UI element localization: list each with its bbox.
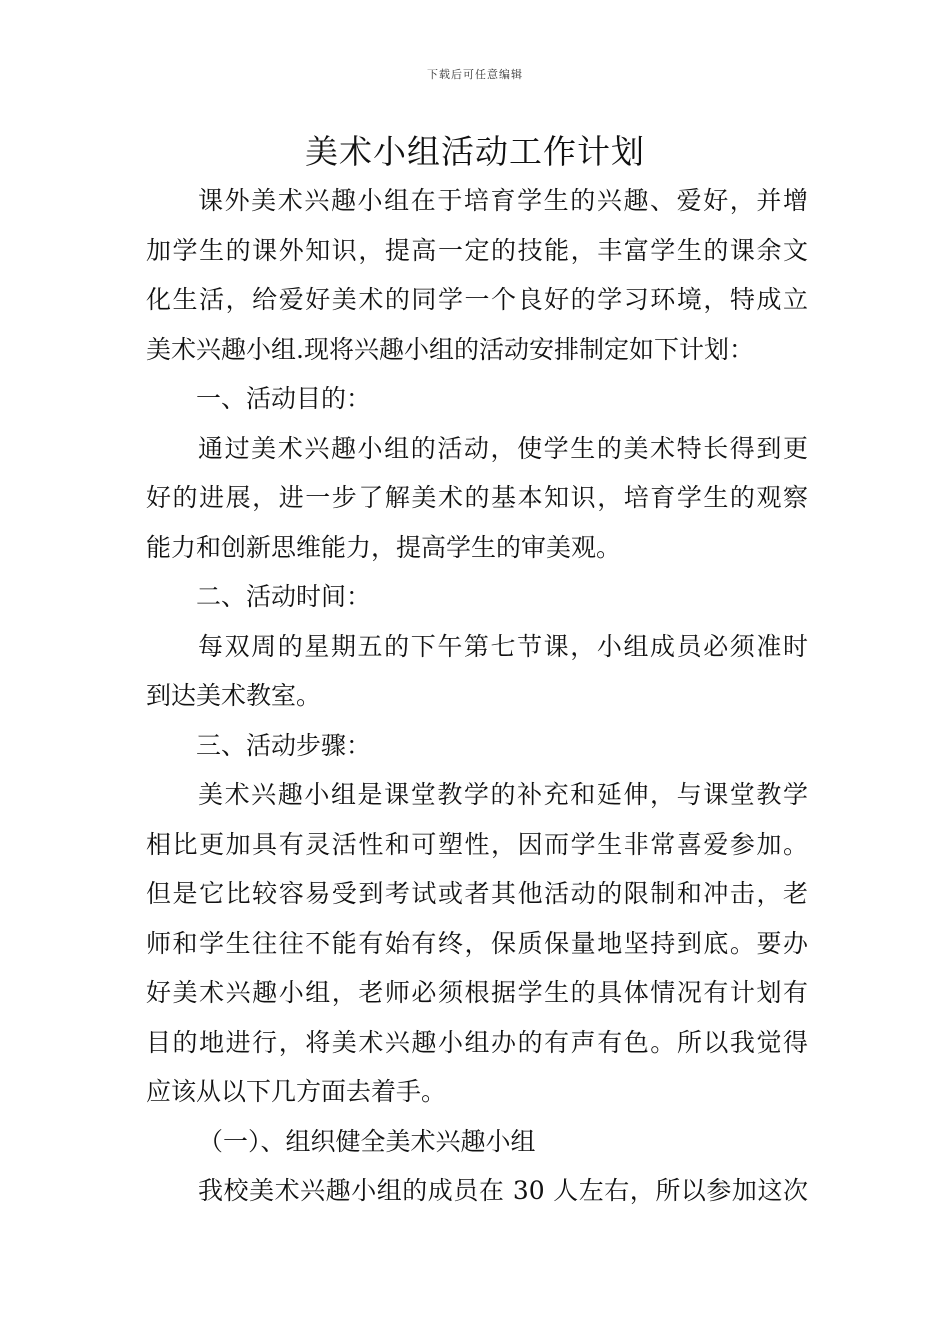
purpose-line-3: 能力和创新思维能力，提高学生的审美观。 bbox=[146, 532, 622, 562]
steps-line-1: 美术兴趣小组是课堂教学的补充和延伸，与课堂教学 bbox=[198, 780, 808, 809]
steps-line-7: 应该从以下几方面去着手。 bbox=[146, 1077, 447, 1106]
section-heading-steps: 三、活动步骤： bbox=[196, 730, 372, 760]
subsection-heading-organize: （一）、组织健全美术兴趣小组 bbox=[198, 1126, 536, 1156]
steps-line-2: 相比更加具有灵活性和可塑性，因而学生非常喜爱参加。 bbox=[146, 829, 808, 859]
document-body bbox=[146, 176, 808, 1216]
organize-line-1: 我校美术兴趣小组的成员在 30 人左右，所以参加这次 bbox=[198, 1176, 808, 1205]
section-heading-purpose: 一、活动目的： bbox=[196, 384, 372, 413]
time-line-1: 每双周的星期五的下午第七节课，小组成员必须准时 bbox=[198, 631, 808, 661]
steps-line-6: 目的地进行，将美术兴趣小组办的有声有色。所以我觉得 bbox=[146, 1027, 808, 1057]
steps-line-5: 好美术兴趣小组，老师必须根据学生的具体情况有计划有 bbox=[146, 978, 808, 1007]
purpose-line-2: 好的进展，进一步了解美术的基本知识，培育学生的观察 bbox=[146, 483, 808, 512]
steps-line-4: 师和学生往往不能有始有终，保质保量地坚持到底。要办 bbox=[146, 928, 808, 958]
header-note: 下载后可任意编辑 bbox=[427, 68, 523, 81]
time-line-2: 到达美术教室。 bbox=[146, 681, 322, 710]
intro-line-4: 美术兴趣小组.现将兴趣小组的活动安排制定如下计划： bbox=[146, 334, 754, 364]
intro-line-3: 化生活，给爱好美术的同学一个良好的学习环境，特成立 bbox=[146, 285, 808, 314]
intro-line-2: 加学生的课外知识，提高一定的技能，丰富学生的课余文 bbox=[146, 235, 808, 265]
section-heading-time: 二、活动时间： bbox=[196, 582, 372, 611]
intro-line-1: 课外美术兴趣小组在于培育学生的兴趣、爱好，并增 bbox=[198, 186, 808, 215]
document-title: 美术小组活动工作计划 bbox=[305, 132, 645, 171]
steps-line-3: 但是它比较容易受到考试或者其他活动的限制和冲击，老 bbox=[146, 879, 808, 908]
purpose-line-1: 通过美术兴趣小组的活动，使学生的美术特长得到更 bbox=[198, 433, 808, 463]
